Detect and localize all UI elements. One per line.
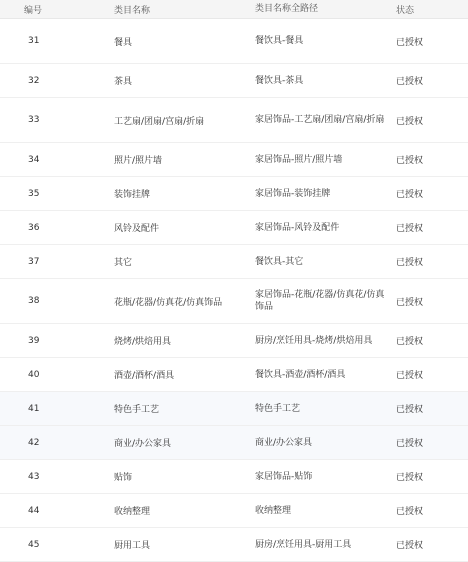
- cell-name: 烧烤/烘焙用具: [114, 337, 172, 347]
- cell-path: 家居饰品-贴饰: [255, 471, 313, 482]
- cell-id: 31: [28, 36, 40, 46]
- table-row: [0, 324, 468, 358]
- header-status: 状态: [396, 5, 415, 16]
- table-row: [0, 19, 468, 64]
- cell-path: 餐饮具-茶具: [255, 75, 304, 86]
- header-path: 类目名称全路径: [255, 4, 319, 14]
- cell-status: 已授权: [396, 405, 424, 415]
- table-row: [0, 494, 468, 528]
- cell-name: 特色手工艺: [114, 405, 160, 415]
- table-row: [0, 245, 468, 279]
- cell-name: 贴饰: [114, 473, 133, 483]
- cell-id: 34: [28, 154, 40, 165]
- cell-status: 已授权: [396, 507, 424, 517]
- header-name: 类目名称: [114, 5, 151, 16]
- cell-id: 42: [28, 437, 40, 448]
- cell-name: 收纳整理: [114, 507, 151, 517]
- cell-path: 家居饰品-工艺扇/团扇/宫扇/折扇: [255, 115, 385, 125]
- cell-path: 家居饰品-花瓶/花器/仿真花/仿真饰品: [255, 290, 385, 312]
- cell-status: 已授权: [396, 541, 424, 551]
- cell-id: 40: [28, 369, 40, 380]
- cell-status: 已授权: [396, 473, 424, 483]
- cell-name: 工艺扇/团扇/宫扇/折扇: [114, 116, 205, 127]
- cell-status: 已授权: [396, 337, 424, 347]
- cell-name: 装饰挂牌: [114, 190, 151, 200]
- table-row: [0, 528, 468, 562]
- cell-name: 花瓶/花器/仿真花/仿真饰品: [114, 297, 223, 308]
- table-row: [0, 460, 468, 494]
- cell-name: 商业/办公家具: [114, 439, 172, 449]
- cell-status: 已授权: [396, 258, 424, 268]
- cell-name: 其它: [114, 258, 133, 268]
- cell-id: 32: [28, 75, 40, 86]
- cell-path: 特色手工艺: [255, 403, 301, 414]
- table-row: [0, 143, 468, 177]
- cell-id: 36: [28, 222, 40, 233]
- cell-name: 厨用工具: [114, 541, 151, 551]
- cell-path: 商业/办公家具: [255, 437, 313, 448]
- cell-path: 家居饰品-风铃及配件: [255, 222, 340, 233]
- cell-id: 35: [28, 188, 40, 199]
- cell-id: 43: [28, 471, 40, 482]
- header-id: 编号: [24, 5, 43, 16]
- cell-path: 家居饰品-照片/照片墙: [255, 154, 343, 165]
- table-row: [0, 358, 468, 392]
- cell-path: 收纳整理: [255, 505, 292, 516]
- table-row: [0, 392, 468, 426]
- cell-path: 厨房/烹饪用具-厨用工具: [255, 539, 352, 550]
- cell-path: 厨房/烹饪用具-烧烤/烘焙用具: [255, 335, 373, 346]
- table-row: [0, 177, 468, 211]
- cell-name: 餐具: [114, 37, 133, 48]
- table-row: [0, 426, 468, 460]
- table-row: [0, 279, 468, 324]
- cell-name: 照片/照片墙: [114, 156, 163, 166]
- cell-id: 45: [28, 539, 40, 550]
- table-row: [0, 211, 468, 245]
- cell-id: 41: [28, 403, 40, 414]
- cell-id: 38: [28, 296, 40, 306]
- cell-status: 已授权: [396, 439, 424, 449]
- cell-status: 已授权: [396, 37, 424, 48]
- cell-id: 44: [28, 505, 40, 516]
- cell-status: 已授权: [396, 297, 424, 308]
- table-row: [0, 98, 468, 143]
- table-header: [0, 0, 468, 19]
- cell-status: 已授权: [396, 371, 424, 381]
- cell-path: 餐饮具-其它: [255, 256, 304, 267]
- cell-path: 家居饰品-装饰挂牌: [255, 188, 331, 199]
- cell-path: 餐饮具-餐具: [255, 36, 304, 46]
- cell-name: 风铃及配件: [114, 224, 160, 234]
- cell-path: 餐饮具-酒壶/酒杯/酒具: [255, 369, 346, 380]
- cell-status: 已授权: [396, 77, 424, 87]
- cell-name: 酒壶/酒杯/酒具: [114, 371, 175, 381]
- cell-id: 33: [28, 115, 40, 125]
- cell-status: 已授权: [396, 224, 424, 234]
- cell-id: 37: [28, 256, 40, 267]
- cell-status: 已授权: [396, 156, 424, 166]
- cell-id: 39: [28, 335, 40, 346]
- cell-status: 已授权: [396, 116, 424, 127]
- table-row: [0, 64, 468, 98]
- cell-status: 已授权: [396, 190, 424, 200]
- cell-name: 茶具: [114, 77, 133, 87]
